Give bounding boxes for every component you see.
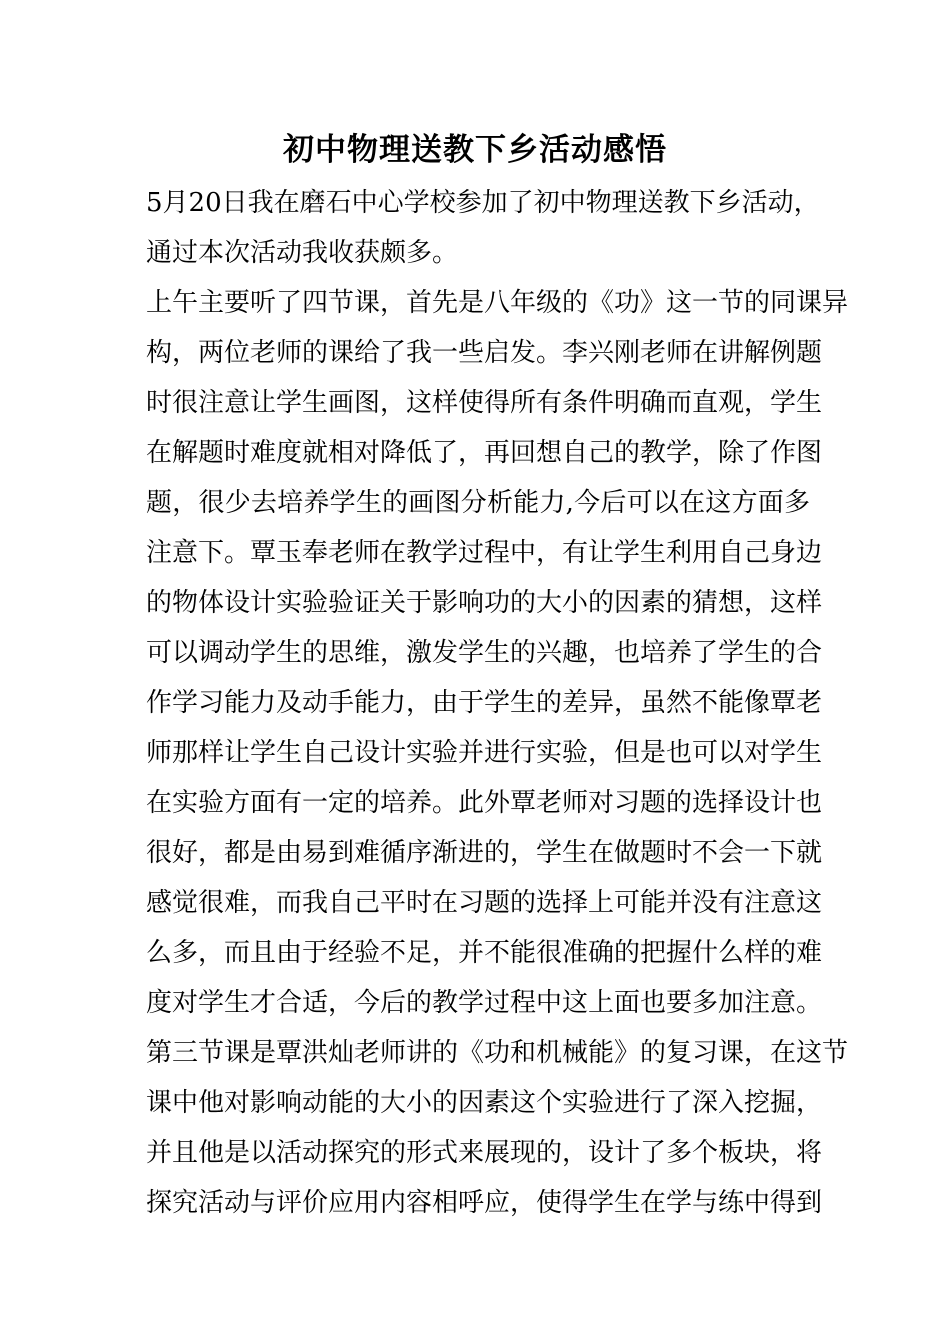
paragraph-2-line-1: 上午主要听了四节课，首先是八年级的《功》这一节的同课异 [146, 288, 849, 318]
paragraph-2-line-13: 感觉很难，而我自己平时在习题的选择上可能并没有注意这 [146, 888, 823, 918]
paragraph-2-line-11: 在实验方面有一定的培养。此外覃老师对习题的选择设计也 [146, 788, 823, 818]
document-title: 初中物理送教下乡活动感悟 [283, 132, 667, 168]
paragraph-3-line-3: 并且他是以活动探究的形式来展现的，设计了多个板块，将 [146, 1138, 823, 1168]
paragraph-3-line-1: 第三节课是覃洪灿老师讲的《功和机械能》的复习课，在这节 [146, 1038, 849, 1068]
paragraph-2-line-5: 题，很少去培养学生的画图分析能力,今后可以在这方面多 [146, 488, 810, 518]
paragraph-2-line-3: 时很注意让学生画图，这样使得所有条件明确而直观，学生 [146, 388, 823, 418]
paragraph-2-line-4: 在解题时难度就相对降低了，再回想自己的教学，除了作图 [146, 438, 823, 468]
paragraph-2-line-9: 作学习能力及动手能力，由于学生的差异，虽然不能像覃老 [146, 688, 823, 718]
paragraph-2-line-8: 可以调动学生的思维，激发学生的兴趣，也培养了学生的合 [146, 638, 823, 668]
paragraph-3-line-4: 探究活动与评价应用内容相呼应，使得学生在学与练中得到 [146, 1188, 823, 1218]
paragraph-2-line-12: 很好，都是由易到难循序渐进的，学生在做题时不会一下就 [146, 838, 823, 868]
paragraph-2-line-2: 构，两位老师的课给了我一些启发。李兴刚老师在讲解例题 [146, 338, 823, 368]
paragraph-3-line-2: 课中他对影响动能的大小的因素这个实验进行了深入挖掘， [146, 1088, 823, 1118]
paragraph-1-line-1: 5月20日我在磨石中心学校参加了初中物理送教下乡活动， [146, 188, 820, 218]
document-body [146, 178, 849, 1228]
paragraph-2-line-7: 的物体设计实验验证关于影响功的大小的因素的猜想，这样 [146, 588, 823, 618]
paragraph-2-line-15: 度对学生才合适，今后的教学过程中这上面也要多加注意。 [146, 988, 823, 1018]
paragraph-1-line-2: 通过本次活动我收获颇多。 [146, 238, 459, 268]
paragraph-2-line-10: 师那样让学生自己设计实验并进行实验，但是也可以对学生 [146, 738, 823, 768]
paragraph-2-line-6: 注意下。覃玉奉老师在教学过程中，有让学生利用自己身边 [146, 538, 823, 568]
paragraph-2-line-14: 么多，而且由于经验不足，并不能很准确的把握什么样的难 [146, 938, 823, 968]
